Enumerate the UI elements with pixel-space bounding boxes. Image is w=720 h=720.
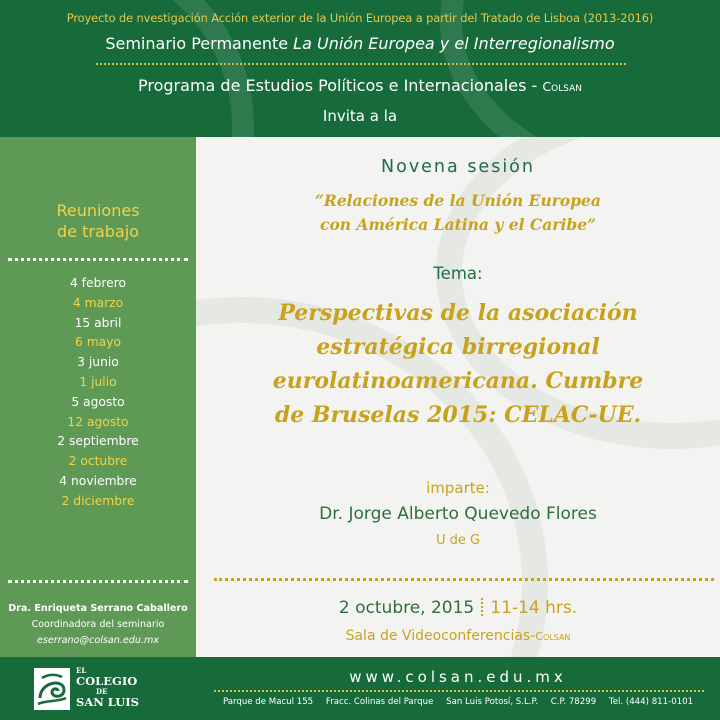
logo-wordmark — [76, 667, 139, 709]
series-title-line: “Relaciones de la Unión Europea — [315, 191, 601, 210]
program-org: Colsan — [542, 79, 582, 94]
topic-label: Tema: — [433, 264, 483, 283]
address-line — [196, 697, 720, 707]
meeting-date: 12 agosto — [67, 414, 129, 429]
address-street: Parque de Macul 155 — [222, 697, 314, 707]
address-cp: C.P. 78299 — [550, 697, 597, 707]
address-colonia: Fracc. Colinas del Parque — [325, 697, 434, 707]
topic-title-line: estratégica birregional — [316, 334, 600, 360]
venue-name: Sala de Videoconferencias- — [345, 628, 536, 644]
footer — [0, 657, 720, 720]
invite-text: Invita a la — [322, 107, 398, 125]
meeting-date: 15 abril — [74, 315, 122, 330]
meetings-title-line: de trabajo — [57, 222, 139, 241]
meeting-dates — [0, 274, 196, 512]
meeting-date: 3 junio — [77, 355, 119, 370]
datetime-separator — [481, 598, 483, 616]
header — [0, 0, 720, 137]
seminar-title — [0, 34, 720, 53]
project-line: Proyecto de nvestigación Acción exterior de la Unión Europea a partir del Tratado de Lisboa (2013-2016) — [66, 11, 654, 25]
coordinator-email[interactable]: eserrano@colsan.edu.mx — [36, 635, 160, 646]
meeting-date: 6 mayo — [74, 335, 122, 350]
meetings-title-line: Reuniones — [56, 201, 140, 220]
meeting-date: 5 agosto — [71, 394, 125, 409]
meetings-title — [0, 200, 196, 242]
event-time: 11-14 hrs. — [490, 598, 578, 618]
coordinator-name: Dra. Enriqueta Serrano Caballero — [8, 603, 188, 614]
meeting-date: 2 diciembre — [61, 493, 135, 508]
logo-emblem-icon — [34, 668, 70, 710]
topic-title — [216, 296, 700, 432]
topic-title-line: eurolatinoamericana. Cumbre — [272, 368, 644, 394]
website-link[interactable]: www.colsan.edu.mx — [349, 668, 567, 686]
logo-line: EL — [76, 666, 87, 675]
main-divider — [214, 578, 714, 581]
main-panel — [196, 137, 720, 657]
logo-line: COLEGIO — [76, 674, 138, 688]
series-title-line: con América Latina y el Caribe” — [320, 215, 596, 234]
meeting-date: 4 marzo — [72, 295, 124, 310]
program-name — [0, 76, 720, 95]
address-city: San Luis Potosí, S.L.P. — [446, 697, 539, 707]
sidebar-divider — [8, 580, 188, 583]
topic-title-line: Perspectivas de la asociación — [278, 300, 638, 326]
colsan-logo — [34, 664, 194, 714]
sidebar — [0, 137, 196, 657]
header-divider — [96, 63, 626, 65]
footer-divider — [214, 690, 704, 692]
session-number: Novena sesión — [381, 157, 535, 177]
meeting-date: 2 octubre — [68, 454, 128, 469]
meeting-date: 4 noviembre — [59, 473, 137, 488]
speaker-affiliation: U de G — [435, 533, 481, 548]
program-label: Programa de Estudios Políticos e Internacionales - — [138, 76, 543, 95]
seminar-prefix: Seminario Permanente — [105, 34, 289, 53]
session-details — [196, 137, 720, 657]
speaker-label: imparte: — [426, 479, 490, 497]
seminar-name: La Unión Europea y el Interregionalismo — [293, 34, 615, 53]
topic-title-line: de Bruselas 2015: CELAC-UE. — [274, 402, 642, 428]
address-phone: Tel. (444) 811-0101 — [608, 697, 694, 707]
coordinator-block — [0, 601, 196, 649]
sidebar-divider — [8, 258, 188, 261]
logo-line: SAN LUIS — [76, 695, 139, 709]
speaker-name: Dr. Jorge Alberto Quevedo Flores — [319, 504, 597, 524]
event-date: 2 octubre, 2015 — [338, 598, 475, 618]
meeting-date: 4 febrero — [69, 276, 127, 290]
event-venue — [196, 628, 720, 644]
coordinator-role: Coordinadora del seminario — [31, 619, 165, 630]
logo-line: DE — [96, 687, 108, 696]
meeting-date: 1 julio — [79, 374, 117, 389]
meeting-date: 2 septiembre — [57, 434, 139, 449]
series-title — [196, 189, 720, 237]
event-datetime — [196, 598, 720, 618]
venue-org: Colsan — [535, 630, 571, 643]
